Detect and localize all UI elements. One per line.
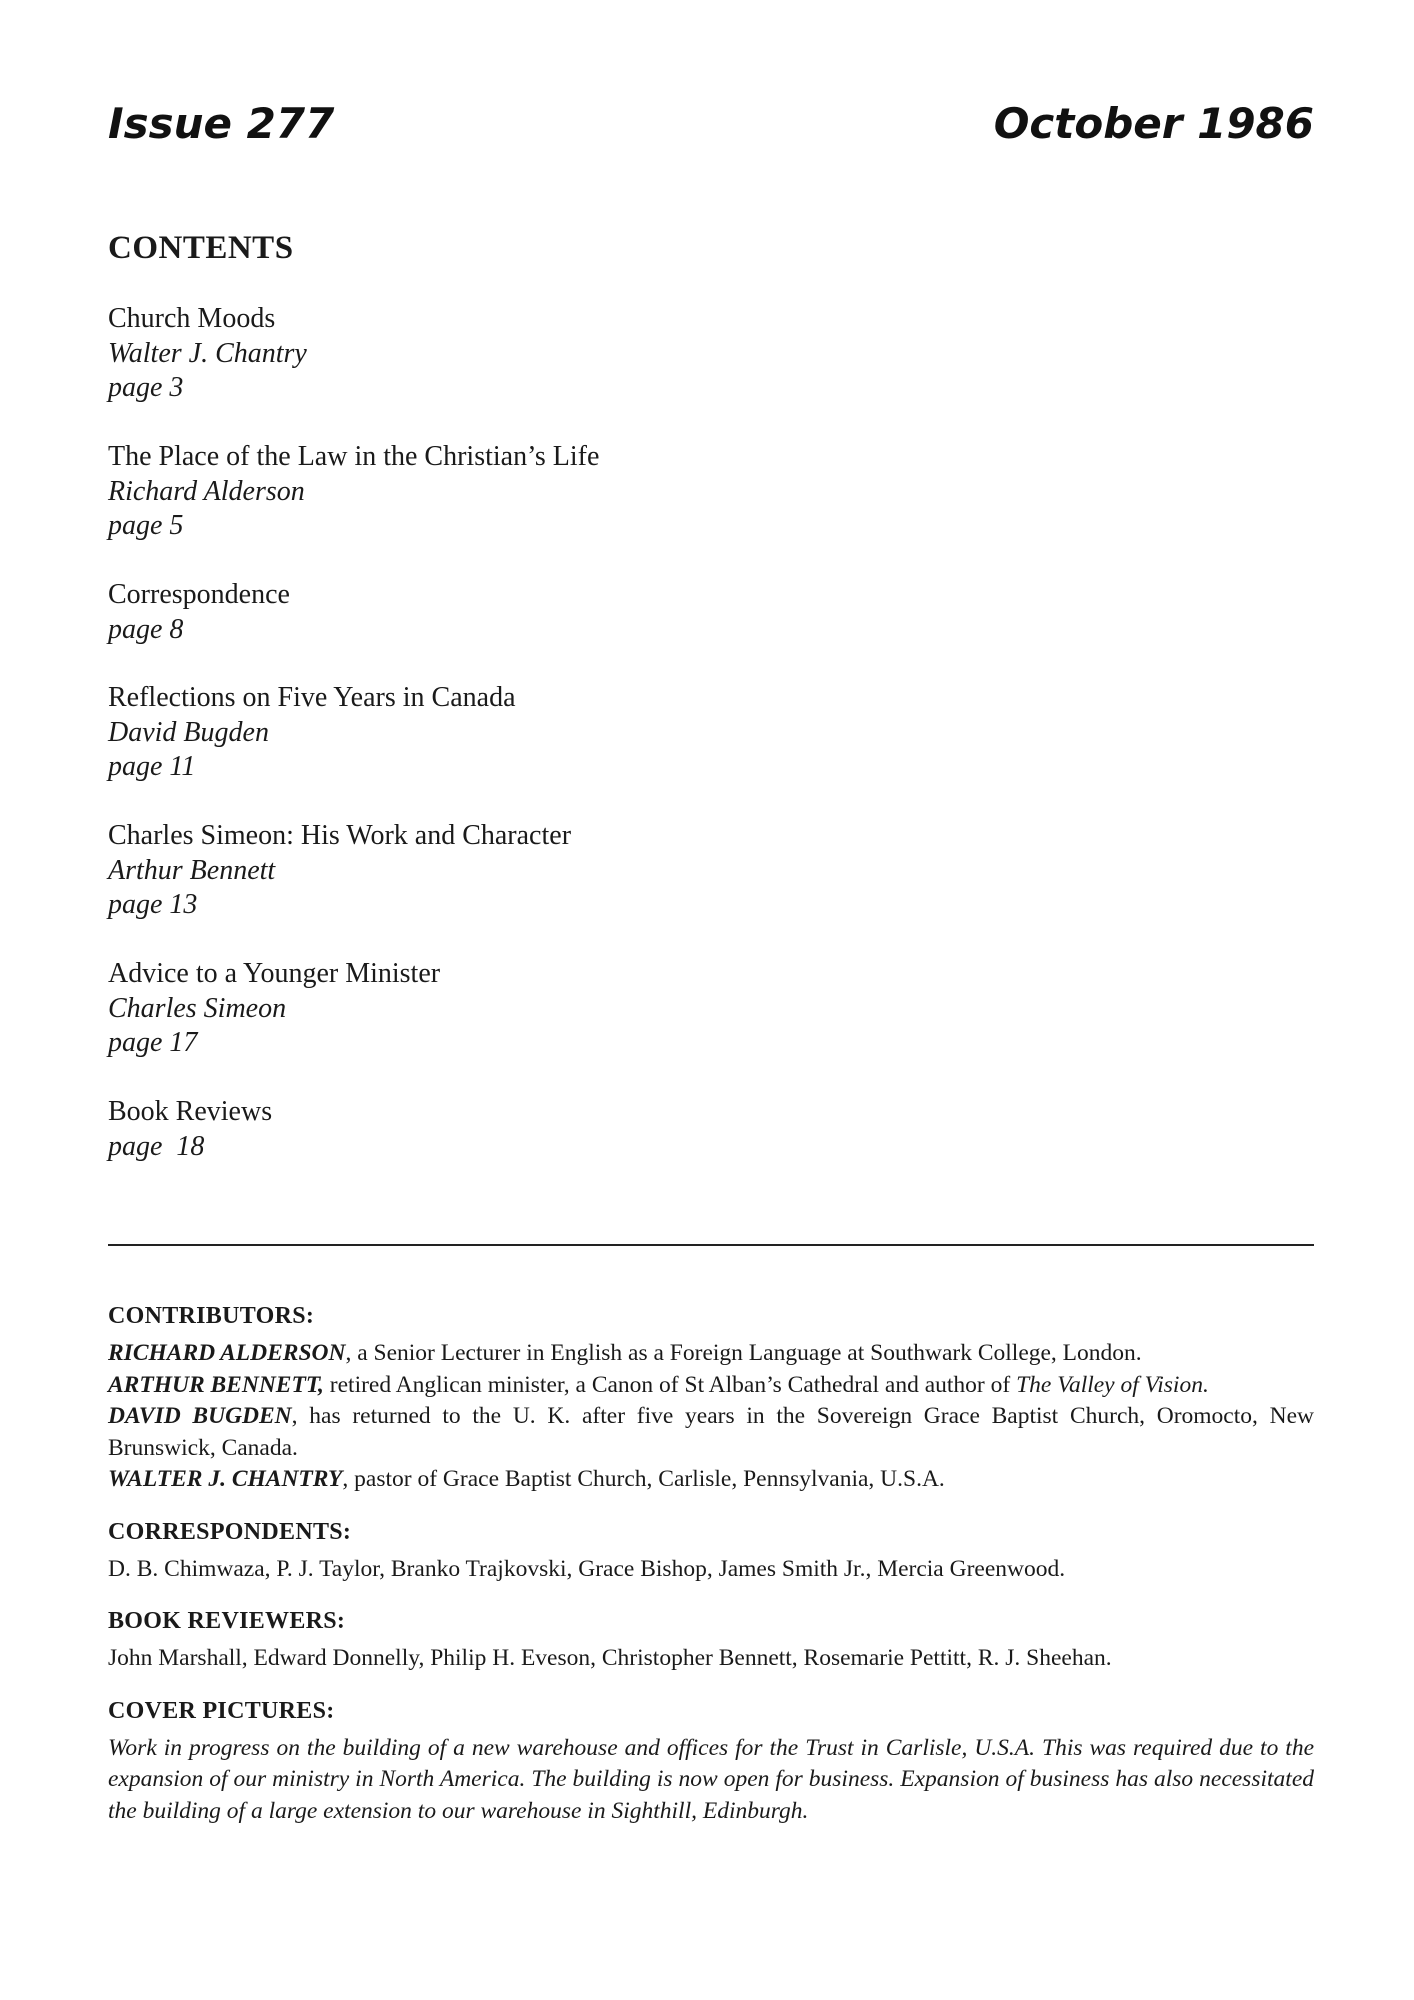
toc-entry-title: Correspondence bbox=[108, 579, 290, 610]
toc-entry-page: page 8 bbox=[108, 613, 184, 645]
cover-pictures-heading: COVER PICTURES: bbox=[108, 1697, 335, 1724]
contents-heading: CONTENTS bbox=[108, 230, 294, 266]
contributor-description: , a Senior Lecturer in English as a Foreign Language at Southwark College, London. bbox=[345, 1340, 1142, 1366]
toc-entry bbox=[108, 819, 1314, 957]
section-divider bbox=[108, 1244, 1314, 1246]
issue-date: October 1986 bbox=[993, 99, 1314, 148]
toc-entry-page: page 13 bbox=[108, 889, 198, 920]
issue-number: Issue 277 bbox=[108, 99, 335, 148]
book-reviewers-list: John Marshall, Edward Donnelly, Philip H. Eveson, Christopher Bennett, Rosemarie Pettitt, R. J. Sheehan. bbox=[108, 1645, 1112, 1671]
toc-entry-page: page 5 bbox=[108, 510, 184, 541]
toc-entry-author: Charles Simeon bbox=[108, 992, 287, 1024]
toc-entry-title: Charles Simeon: His Work and Character bbox=[108, 820, 572, 851]
contributor-entry bbox=[108, 1464, 1314, 1496]
toc-entry-page: page 11 bbox=[108, 751, 196, 782]
contributor-entry bbox=[108, 1370, 1314, 1402]
contributor-name: ARTHUR BENNETT, bbox=[108, 1371, 324, 1398]
contributor-description: retired Anglican minister, a Canon of St Alban’s Cathedral and author of bbox=[323, 1371, 1017, 1398]
contributors-heading: CONTRIBUTORS: bbox=[108, 1303, 315, 1329]
correspondents-list: D. B. Chimwaza, P. J. Taylor, Branko Trajkovski, Grace Bishop, James Smith Jr., Mercia Greenwood. bbox=[108, 1555, 1066, 1582]
toc-entry bbox=[108, 578, 1314, 681]
contributor-name: WALTER J. CHANTRY bbox=[108, 1466, 343, 1492]
toc-entry-page: page 17 bbox=[108, 1027, 198, 1058]
book-title: The Valley of Vision. bbox=[1016, 1371, 1209, 1398]
toc-entry bbox=[108, 440, 1314, 578]
toc-entry bbox=[108, 681, 1314, 819]
toc-entry-author: David Bugden bbox=[108, 716, 269, 748]
page-header bbox=[108, 96, 1314, 156]
toc-entry-page: page 3 bbox=[108, 372, 184, 403]
toc-entry-title: Book Reviews bbox=[108, 1096, 273, 1127]
contributor-description: , has returned to the U. K. after five years in the Sovereign Grace Baptist Church, Oromocto, New Brunswick, Canada. bbox=[108, 1403, 1314, 1461]
contributor-name: DAVID BUGDEN bbox=[108, 1403, 292, 1429]
toc-entry-title: The Place of the Law in the Christian’s Life bbox=[108, 441, 600, 472]
credits-section bbox=[108, 1300, 1314, 1827]
contributor-description: , pastor of Grace Baptist Church, Carlisle, Pennsylvania, U.S.A. bbox=[342, 1466, 945, 1492]
contributor-name: RICHARD ALDERSON bbox=[108, 1340, 346, 1366]
toc-entry bbox=[108, 1095, 1314, 1165]
toc-entry-page: page 18 bbox=[108, 1130, 205, 1162]
contributor-entry bbox=[108, 1338, 1314, 1370]
book-reviewers-heading: BOOK REVIEWERS: bbox=[108, 1608, 346, 1634]
contributor-entry bbox=[108, 1401, 1314, 1464]
toc-entry-title: Reflections on Five Years in Canada bbox=[108, 682, 516, 713]
toc-entry-title: Advice to a Younger Minister bbox=[108, 958, 441, 989]
toc-entry-author: Walter J. Chantry bbox=[108, 337, 307, 369]
cover-pictures-caption: Work in progress on the building of a new warehouse and offices for the Trust in Carlisle, U.S.A. This was required due to the expansion of our ministry in North America. The building is now open for business. Expansion of business has also necessitated the building of a large extension to our warehouse in Sighthill, Edinburgh. bbox=[108, 1734, 1314, 1824]
correspondents-heading: CORRESPONDENTS: bbox=[108, 1518, 352, 1545]
toc-entry-title: Church Moods bbox=[108, 303, 276, 334]
toc-entry-author: Arthur Bennett bbox=[108, 854, 276, 886]
table-of-contents bbox=[108, 302, 1314, 1165]
toc-entry bbox=[108, 957, 1314, 1095]
toc-entry-author: Richard Alderson bbox=[108, 475, 305, 507]
toc-entry bbox=[108, 302, 1314, 440]
